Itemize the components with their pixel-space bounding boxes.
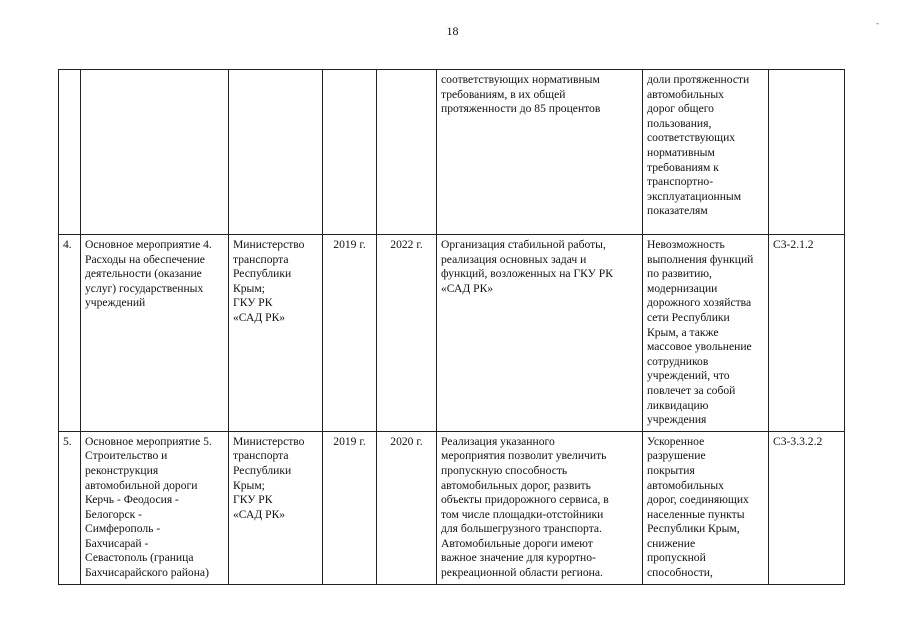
- cell-line: автомобильных: [647, 478, 724, 492]
- cell-text: 2019 г.: [333, 434, 366, 448]
- cell-line: пропускную способность: [441, 463, 568, 477]
- cell-line: сотрудников: [647, 354, 709, 368]
- cell-line: «САД РК»: [441, 281, 494, 295]
- cell-line: Министерство: [233, 238, 305, 251]
- cell-line: эксплуатационным: [647, 189, 742, 203]
- cell-line: по развитию,: [647, 267, 712, 281]
- end-year-cell: [377, 70, 437, 235]
- end-year-cell: [377, 431, 437, 584]
- cell-line: Реализация указанного: [441, 434, 555, 448]
- cell-line: дорог общего: [647, 102, 714, 116]
- row-number-cell: [59, 235, 81, 432]
- cell-line: разрушение: [647, 449, 706, 463]
- page-number: 18: [446, 24, 459, 38]
- cell-line: Крым;: [233, 478, 265, 492]
- cell-line: автомобильных: [647, 87, 724, 101]
- cell-line: ГКУ РК: [233, 296, 273, 310]
- cell-line: реализация основных задач и: [441, 252, 587, 266]
- cell-line: дорог, соединяющих: [647, 493, 749, 507]
- cell-line: Севастополь (граница: [85, 551, 194, 565]
- executor-cell: [229, 70, 323, 235]
- cell-line: Республики: [233, 463, 292, 477]
- cell-line: дорожного хозяйства: [647, 296, 752, 310]
- cell-text: 2020 г.: [390, 434, 423, 448]
- cell-line: Министерство: [233, 434, 305, 448]
- expected-result-cell: [437, 70, 643, 235]
- cell-line: повлечет за собой: [647, 383, 736, 397]
- cell-line: нормативным: [647, 145, 715, 159]
- cell-line: Симферополь -: [85, 522, 161, 536]
- end-year-cell: [377, 235, 437, 432]
- start-year-cell: [323, 70, 377, 235]
- cell-line: Основное мероприятие 5.: [85, 434, 212, 448]
- cell-line: Белогорск -: [85, 507, 142, 521]
- cell-line: Автомобильные дороги имеют: [441, 536, 593, 550]
- executor-cell: [229, 431, 323, 584]
- cell-line: рекреационной области региона.: [441, 566, 603, 580]
- cell-text: С3-3.3.2.2: [773, 434, 823, 448]
- measure-name-cell: [81, 235, 229, 432]
- cell-line: транспорта: [233, 449, 289, 463]
- cell-line: протяженности до 85 процентов: [441, 102, 601, 116]
- cell-line: сети Республики: [647, 310, 730, 324]
- consequence-cell: [643, 235, 769, 432]
- cell-line: Невозможность: [647, 238, 725, 251]
- cell-text: 2019 г.: [333, 238, 366, 251]
- expected-result-cell: [437, 235, 643, 432]
- cell-line: Ускоренное: [647, 434, 705, 448]
- indicator-link-cell: [769, 431, 845, 584]
- table-body: [59, 70, 845, 585]
- cell-line: соответствующих нормативным: [441, 73, 600, 86]
- cell-line: том числе площадки-отстойники: [441, 507, 604, 521]
- cell-line: выполнения функций: [647, 252, 754, 266]
- cell-line: Организация стабильной работы,: [441, 238, 606, 251]
- cell-line: Керчь - Феодосия -: [85, 493, 179, 507]
- cell-line: Строительство и: [85, 449, 168, 463]
- cell-line: реконструкция: [85, 463, 159, 477]
- cell-line: мероприятия позволит увеличить: [441, 449, 607, 463]
- cell-line: соответствующих: [647, 131, 736, 145]
- table-row: [59, 70, 845, 235]
- cell-text: 5.: [63, 434, 72, 448]
- scan-corner-mark: -: [876, 18, 879, 28]
- cell-text: 2022 г.: [390, 238, 423, 251]
- cell-text: С3-2.1.2: [773, 238, 814, 251]
- cell-line: показателям: [647, 204, 708, 218]
- cell-line: Крым, а также: [647, 325, 719, 339]
- cell-line: доли протяженности: [647, 73, 750, 86]
- cell-line: требованиям, в их общей: [441, 87, 566, 101]
- cell-line: транспортно-: [647, 175, 714, 189]
- expected-result-cell: [437, 431, 643, 584]
- cell-line: Бахчисарайского района): [85, 566, 209, 580]
- cell-line: объекты придорожного сервиса, в: [441, 493, 609, 507]
- cell-line: Крым;: [233, 281, 265, 295]
- cell-line: автомобильных дорог, развить: [441, 478, 591, 492]
- executor-cell: [229, 235, 323, 432]
- cell-line: Республики: [233, 267, 292, 281]
- cell-line: учреждений, что: [647, 369, 730, 383]
- cell-line: «САД РК»: [233, 310, 286, 324]
- cell-line: для большегрузного транспорта.: [441, 522, 602, 536]
- indicator-link-cell: [769, 235, 845, 432]
- cell-line: требованиям к: [647, 160, 719, 174]
- consequence-cell: [643, 431, 769, 584]
- cell-line: способности,: [647, 566, 713, 580]
- measures-table: [58, 69, 845, 585]
- cell-line: функций, возложенных на ГКУ РК: [441, 267, 613, 281]
- cell-line: пропускной: [647, 551, 706, 565]
- cell-line: модернизации: [647, 281, 718, 295]
- table-row: [59, 235, 845, 432]
- cell-line: ГКУ РК: [233, 493, 273, 507]
- cell-line: ликвидацию: [647, 398, 709, 412]
- cell-line: важное значение для курортно-: [441, 551, 596, 565]
- cell-line: пользования,: [647, 116, 712, 130]
- cell-line: «САД РК»: [233, 507, 286, 521]
- consequence-cell: [643, 70, 769, 235]
- cell-line: массовое увольнение: [647, 340, 752, 354]
- cell-line: транспорта: [233, 252, 289, 266]
- cell-line: покрытия: [647, 463, 695, 477]
- cell-line: учреждений: [85, 296, 146, 310]
- cell-line: услуг) государственных: [85, 281, 204, 295]
- indicator-link-cell: [769, 70, 845, 235]
- cell-text: 4.: [63, 238, 72, 251]
- start-year-cell: [323, 431, 377, 584]
- start-year-cell: [323, 235, 377, 432]
- cell-line: населенные пункты: [647, 507, 745, 521]
- cell-line: Республики Крым,: [647, 522, 740, 536]
- cell-line: Основное мероприятие 4.: [85, 238, 212, 251]
- measure-name-cell: [81, 431, 229, 584]
- row-number-cell: [59, 431, 81, 584]
- measure-name-cell: [81, 70, 229, 235]
- row-number-cell: [59, 70, 81, 235]
- cell-line: Расходы на обеспечение: [85, 252, 205, 266]
- table-row: [59, 431, 845, 584]
- cell-line: снижение: [647, 536, 696, 550]
- cell-line: учреждения: [647, 413, 707, 427]
- cell-line: деятельности (оказание: [85, 267, 202, 281]
- cell-line: автомобильной дороги: [85, 478, 198, 492]
- cell-line: Бахчисарай -: [85, 536, 149, 550]
